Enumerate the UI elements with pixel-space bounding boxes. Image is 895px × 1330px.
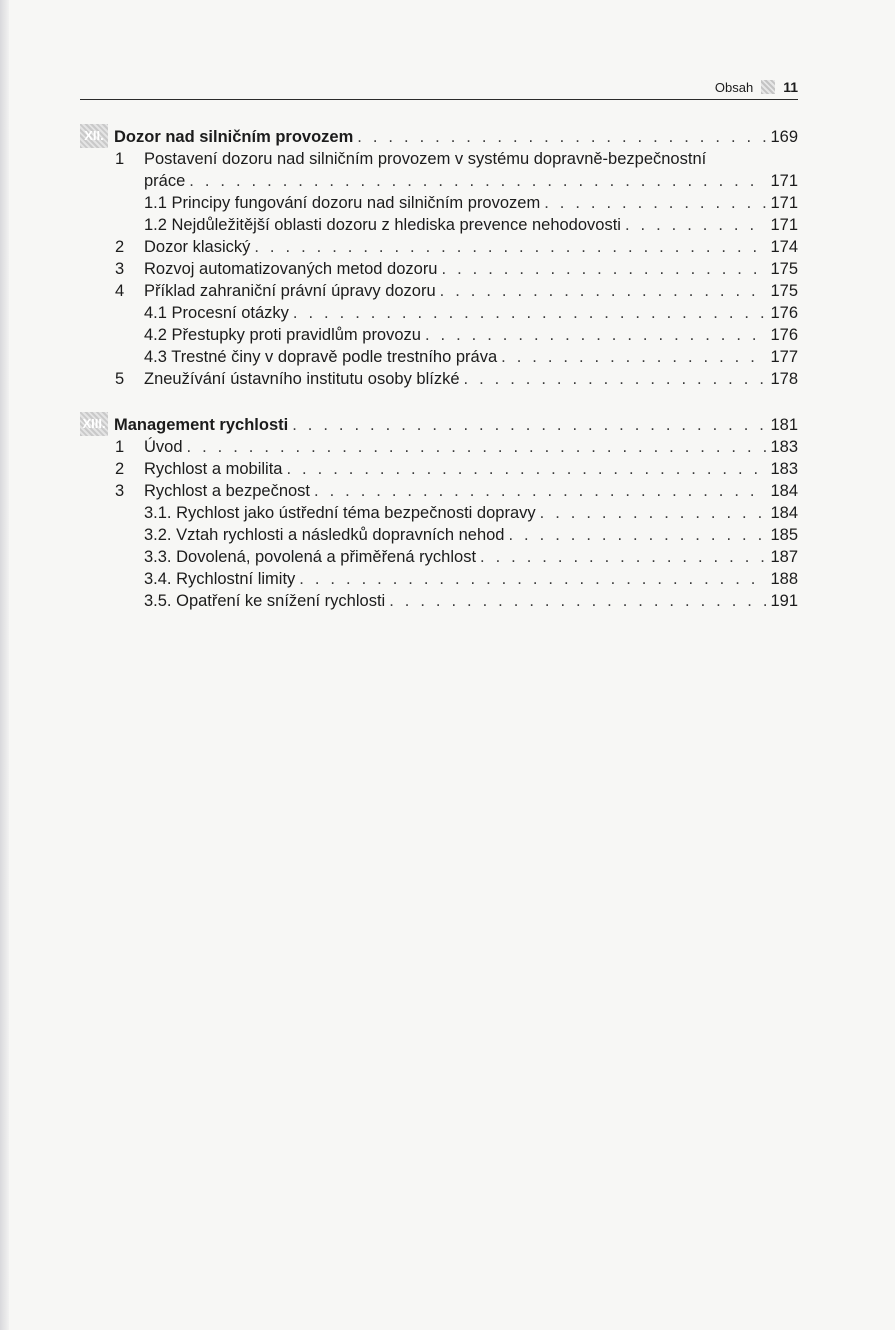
entry-page: 183: [770, 460, 798, 478]
entry-text: 3.4. Rychlostní limity: [144, 570, 296, 588]
header-page-number: 11: [783, 79, 798, 95]
toc-entry[interactable]: [80, 502, 798, 524]
toc-entry[interactable]: [80, 236, 798, 258]
toc-entry[interactable]: [80, 214, 798, 236]
entry-page: 178: [770, 370, 798, 388]
toc-entry[interactable]: [80, 346, 798, 368]
leader-dots: [187, 436, 767, 458]
entry-text: Úvod: [144, 438, 183, 456]
toc-entry[interactable]: [80, 324, 798, 346]
leader-dots: [292, 414, 766, 436]
toc-entry-continuation[interactable]: [80, 170, 798, 192]
entry-page: 175: [770, 282, 798, 300]
entry-page: 183: [770, 438, 798, 456]
entry-number: 1: [115, 150, 125, 168]
entry-number: 5: [115, 370, 125, 388]
chapter-number-badge: XIII.: [80, 412, 108, 436]
leader-dots: [293, 302, 767, 324]
chapter-heading[interactable]: [80, 124, 798, 148]
entry-text: Příklad zahraniční právní úpravy dozoru: [144, 282, 436, 300]
leader-dots: [480, 546, 766, 568]
entry-text: 4.1 Procesní otázky: [144, 304, 289, 322]
toc-entry[interactable]: [80, 458, 798, 480]
chapter-xii: [80, 124, 798, 390]
header-square-icon: [761, 80, 775, 94]
toc-entry[interactable]: [80, 590, 798, 612]
entry-text: Rozvoj automatizovaných metod dozoru: [144, 260, 438, 278]
entry-number: 2: [115, 238, 125, 256]
toc-entry[interactable]: [80, 192, 798, 214]
entry-text: 4.2 Přestupky proti pravidlům provozu: [144, 326, 421, 344]
toc-entry[interactable]: [80, 568, 798, 590]
header-section: Obsah: [714, 79, 754, 95]
entry-page: 176: [770, 304, 798, 322]
toc-entry[interactable]: [80, 148, 798, 170]
toc-entry[interactable]: [80, 524, 798, 546]
entry-page: 184: [770, 504, 798, 522]
entry-text: 1.2 Nejdůležitější oblasti dozoru z hlediska prevence nehodovosti: [144, 216, 621, 234]
leader-dots: [357, 126, 766, 148]
toc-entry[interactable]: [80, 436, 798, 458]
entry-page: 171: [770, 216, 798, 234]
leader-dots: [189, 170, 766, 192]
entry-text-continued: práce: [144, 172, 186, 190]
leader-dots: [254, 236, 766, 258]
entry-text: 1.1 Principy fungování dozoru nad silničním provozem: [144, 194, 541, 212]
entry-page: 171: [770, 194, 798, 212]
entry-text: 3.3. Dovolená, povolená a přiměřená rychlost: [144, 548, 477, 566]
chapter-heading[interactable]: [80, 412, 798, 436]
entry-page: 174: [770, 238, 798, 256]
chapter-xiii: [80, 412, 798, 612]
entry-text: Rychlost a bezpečnost: [144, 482, 311, 500]
toc-entry[interactable]: [80, 546, 798, 568]
page-header: [80, 79, 798, 100]
entry-text: 4.3 Trestné činy v dopravě podle trestního práva: [144, 348, 498, 366]
toc-entry-line: [80, 148, 798, 170]
entry-text: 3.1. Rychlost jako ústřední téma bezpečnosti dopravy: [144, 504, 536, 522]
entry-page: 187: [770, 548, 798, 566]
entry-page: 188: [770, 570, 798, 588]
leader-dots: [544, 192, 766, 214]
chapter-title: Management rychlosti: [114, 416, 289, 434]
entry-page: 185: [770, 526, 798, 544]
entry-page: 177: [770, 348, 798, 366]
entry-page: 176: [770, 326, 798, 344]
header-right: [715, 79, 798, 95]
chapter-page: 169: [770, 128, 798, 146]
entry-number: 3: [115, 260, 125, 278]
leader-dots: [508, 524, 766, 546]
leader-dots: [440, 280, 767, 302]
leader-dots: [540, 502, 767, 524]
leader-dots: [425, 324, 767, 346]
chapter-page: 181: [770, 416, 798, 434]
entry-text: 3.2. Vztah rychlosti a následků dopravních nehod: [144, 526, 505, 544]
leader-dots: [501, 346, 766, 368]
leader-dots: [442, 258, 767, 280]
entry-number: 2: [115, 460, 125, 478]
entry-text: Rychlost a mobilita: [144, 460, 283, 478]
table-of-contents: [80, 124, 798, 628]
toc-entry[interactable]: [80, 258, 798, 280]
toc-entry[interactable]: [80, 302, 798, 324]
leader-dots: [464, 368, 767, 390]
entry-page: 184: [770, 482, 798, 500]
entry-number: 1: [115, 438, 125, 456]
leader-dots: [314, 480, 766, 502]
entry-number: 3: [115, 482, 125, 500]
toc-entry[interactable]: [80, 368, 798, 390]
entry-text: Zneužívání ústavního institutu osoby blízké: [144, 370, 460, 388]
entry-text: Dozor klasický: [144, 238, 251, 256]
entry-page: 171: [770, 172, 798, 190]
chapter-title: Dozor nad silničním provozem: [114, 128, 354, 146]
entry-text: Postavení dozoru nad silničním provozem v systému dopravně-bezpečnostní: [144, 150, 707, 168]
leader-dots: [389, 590, 766, 612]
toc-entry[interactable]: [80, 280, 798, 302]
leader-dots: [625, 214, 767, 236]
toc-entry[interactable]: [80, 480, 798, 502]
leader-dots: [299, 568, 766, 590]
page-edge: [0, 0, 9, 1330]
entry-number: 4: [115, 282, 125, 300]
entry-page: 175: [770, 260, 798, 278]
entry-text: 3.5. Opatření ke snížení rychlosti: [144, 592, 386, 610]
leader-dots: [286, 458, 766, 480]
chapter-number-badge: XII.: [80, 124, 108, 148]
entry-page: 191: [770, 592, 798, 610]
